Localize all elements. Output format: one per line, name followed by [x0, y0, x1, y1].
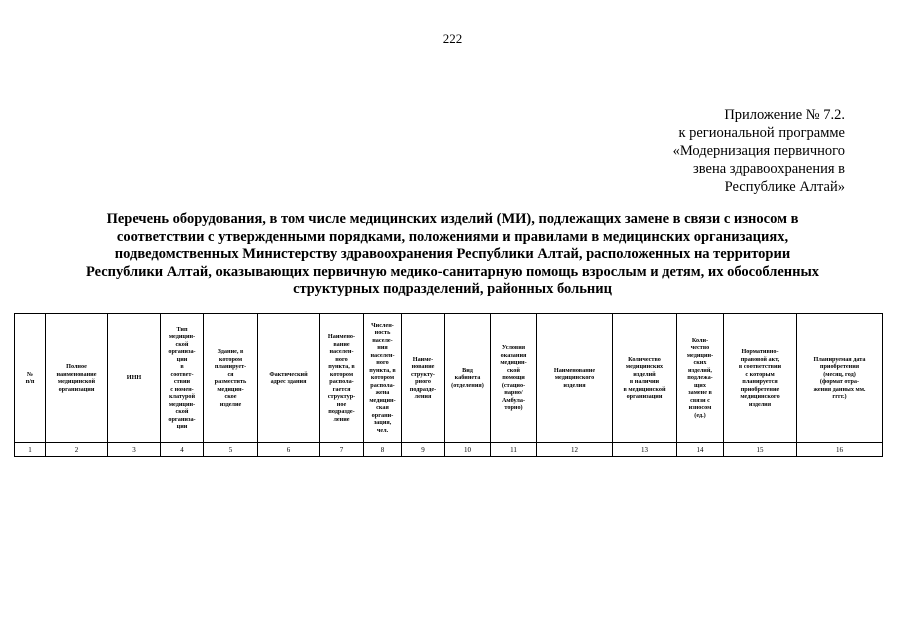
column-header-line: кабинета [454, 374, 481, 382]
column-header-line: структур- [327, 393, 356, 400]
column-header-line: Планируемая дата [813, 355, 866, 363]
column-number-14: 14 [677, 443, 724, 457]
title-line: соответствии с утвержденными порядками, положениями и правилами в медицинских организациях, [116, 228, 789, 245]
column-number-6: 6 [258, 443, 320, 457]
column-header-line: износом [688, 404, 712, 412]
column-header-line: вание [333, 340, 350, 348]
column-header-line: Амбула- [501, 396, 526, 404]
column-header-line: котором [218, 355, 243, 363]
column-header-line: Наименование [553, 366, 596, 374]
column-header-line: ской [175, 340, 189, 348]
column-header-line: изделие [219, 400, 242, 408]
column-number-11: 11 [491, 443, 537, 457]
column-header-line: зация, [373, 419, 392, 427]
column-header-line: структу- [411, 370, 435, 378]
column-header-16 [797, 314, 883, 443]
column-header-line: изделий, [688, 366, 712, 374]
column-header-line: связи с [690, 396, 710, 404]
column-header-line: с которым [745, 370, 775, 378]
column-header-7 [320, 314, 364, 443]
column-header-line: распола- [329, 378, 354, 385]
column-header-line: организации [626, 393, 663, 400]
column-header-line: населен- [370, 351, 395, 359]
column-header-line: пункта, в [328, 363, 355, 370]
column-header-line: (формат отра- [819, 378, 860, 385]
column-header-line: замене в [688, 389, 712, 397]
column-number-row [15, 443, 883, 457]
column-number-9: 9 [402, 443, 445, 457]
column-header-8 [364, 314, 402, 443]
column-header-line: жения данных мм. [813, 385, 866, 393]
column-header-line: населе- [372, 336, 393, 344]
column-header-line: медицинских [625, 363, 664, 370]
column-header-9 [402, 314, 445, 443]
column-header-line: чел. [376, 426, 389, 434]
column-header-line: ских [693, 359, 707, 367]
column-header-line: соответ- [170, 370, 194, 378]
column-header-line: в [180, 363, 184, 370]
column-header-line: ного [376, 359, 389, 367]
column-header-line: в медицинской [623, 385, 666, 393]
column-header-line: п/п [25, 378, 35, 385]
column-header-line: в соответствии [738, 363, 782, 370]
column-header-line: ской [507, 366, 520, 374]
column-header-line: изделия [563, 381, 586, 389]
column-header-line: приобретение [740, 385, 780, 393]
column-header-line: торно) [504, 404, 523, 412]
column-header-line: Вид [462, 366, 473, 374]
column-header-line: гается [332, 385, 351, 393]
title-line: Перечень оборудования, в том числе медицинских изделий (МИ), подлежащих замене в связи с износом в [106, 211, 799, 227]
column-header-line: нование [411, 363, 435, 370]
column-header-line: ИНН [126, 374, 142, 382]
column-header-line: медицин- [168, 400, 196, 408]
column-header-line: помощи [502, 374, 525, 382]
column-header-line: щих [694, 381, 706, 389]
column-header-line: рного [415, 378, 431, 385]
column-header-2 [46, 314, 108, 443]
column-header-line: котором [370, 374, 395, 382]
column-header-line: Здание, в [217, 348, 244, 355]
column-header-line: (ед.) [694, 411, 706, 419]
column-header-line: оказания [500, 351, 527, 359]
appendix-line: к региональной программе [678, 125, 845, 141]
column-header-11 [491, 314, 537, 443]
column-header-line: медицин- [369, 396, 396, 404]
column-number-8: 8 [364, 443, 402, 457]
column-header-line: Нормативно- [741, 348, 779, 355]
column-header-line: гггг.) [832, 393, 847, 400]
column-header-line: медицин- [686, 351, 714, 359]
table-header-row [15, 314, 883, 443]
column-header-line: организации [58, 385, 95, 393]
column-header-line: жена [375, 389, 390, 397]
column-header-line: подразде- [328, 408, 355, 415]
column-header-line: Наимено- [327, 333, 356, 340]
column-header-10 [445, 314, 491, 443]
column-header-line: ного [335, 355, 348, 363]
column-header-line: ления [414, 393, 432, 400]
appendix-note [585, 106, 845, 196]
appendix-line: звена здравоохранения в [693, 161, 845, 177]
column-header-line: ское [224, 393, 237, 400]
appendix-line: Приложение № 7.2. [724, 107, 845, 123]
column-header-5 [204, 314, 258, 443]
column-header-line: подлежа- [687, 374, 713, 382]
column-header-line: клатурой [168, 393, 196, 400]
column-header-line: изделия [748, 400, 772, 408]
column-number-2: 2 [46, 443, 108, 457]
column-header-line: (отделения) [451, 381, 484, 389]
column-header-line: ния [377, 344, 388, 352]
column-header-line: Фактический [269, 370, 308, 378]
column-header-line: с номен- [170, 385, 194, 393]
column-header-13 [613, 314, 677, 443]
column-header-4 [161, 314, 204, 443]
column-header-line: ление [333, 415, 350, 423]
column-header-line: медицин- [217, 385, 244, 393]
column-header-line: ное [336, 400, 347, 408]
column-header-line: Наиме- [412, 355, 434, 363]
column-header-line: Количество [628, 355, 661, 363]
equipment-table [14, 313, 883, 457]
column-header-line: ции [176, 423, 188, 430]
column-header-line: нарно/ [504, 389, 523, 397]
column-header-line: Коли- [691, 336, 709, 344]
column-header-line: чество [690, 344, 710, 352]
column-number-3: 3 [108, 443, 161, 457]
column-header-line: медицин- [168, 333, 196, 340]
title-line: подведомственных Министерству здравоохранения Республики Алтай, расположенных на территории [114, 246, 791, 262]
column-header-line: приобретения [819, 363, 860, 370]
column-header-line: ской [175, 408, 189, 415]
column-header-line: медицинского [554, 374, 595, 382]
column-header-line: организа- [168, 415, 196, 423]
column-header-3 [108, 314, 161, 443]
column-header-line: ская [376, 404, 389, 412]
column-number-16: 16 [797, 443, 883, 457]
column-header-line: (стацио- [501, 381, 526, 389]
column-header-line: правовой акт, [740, 355, 780, 363]
column-header-6 [258, 314, 320, 443]
appendix-line: «Модернизация первичного [672, 143, 845, 159]
column-header-line: Полное [66, 363, 87, 370]
column-header-line: распола- [370, 381, 395, 389]
column-header-line: Тип [176, 325, 188, 333]
column-header-line: в наличии [629, 378, 660, 385]
column-header-line: котором [329, 370, 354, 378]
appendix-line: Республике Алтай» [724, 179, 845, 195]
column-header-1 [15, 314, 46, 443]
column-header-12 [537, 314, 613, 443]
column-header-line: ся [227, 370, 234, 378]
document-title [60, 211, 845, 299]
column-header-line: (месяц, год) [823, 370, 856, 378]
column-header-line: № [26, 370, 34, 378]
title-line: Республики Алтай, оказывающих первичную медико-санитарную помощь взрослым и детям, их обособленных [85, 263, 820, 280]
column-number-4: 4 [161, 443, 204, 457]
column-number-7: 7 [320, 443, 364, 457]
column-number-5: 5 [204, 443, 258, 457]
column-header-line: населен- [329, 348, 354, 355]
column-header-line: подразде- [409, 385, 437, 393]
column-header-14 [677, 314, 724, 443]
column-header-line: ции [176, 355, 188, 363]
column-number-13: 13 [613, 443, 677, 457]
column-header-line: медицинского [740, 393, 780, 400]
column-header-line: разместить [214, 378, 247, 385]
column-header-line: Условия [501, 344, 526, 352]
column-header-line: органи- [371, 411, 394, 419]
column-header-line: Числен- [371, 321, 394, 329]
column-header-line: медицинской [57, 378, 96, 385]
column-number-1: 1 [15, 443, 46, 457]
column-header-15 [724, 314, 797, 443]
column-header-line: медицин- [500, 359, 527, 367]
title-line: структурных подразделений, районных больниц [293, 281, 612, 297]
column-header-line: адрес здания [270, 378, 307, 385]
column-header-line: ность [374, 329, 391, 337]
column-number-12: 12 [537, 443, 613, 457]
column-header-line: изделий [633, 370, 656, 378]
column-header-line: ствии [173, 378, 191, 385]
page-number: 222 [442, 31, 463, 46]
column-header-line: организа- [168, 348, 196, 355]
column-header-line: наименование [56, 370, 97, 378]
column-number-15: 15 [724, 443, 797, 457]
column-header-line: планирует- [214, 363, 247, 370]
column-number-10: 10 [445, 443, 491, 457]
column-header-line: пункта, в [369, 366, 396, 374]
column-header-line: планируется [742, 378, 778, 385]
